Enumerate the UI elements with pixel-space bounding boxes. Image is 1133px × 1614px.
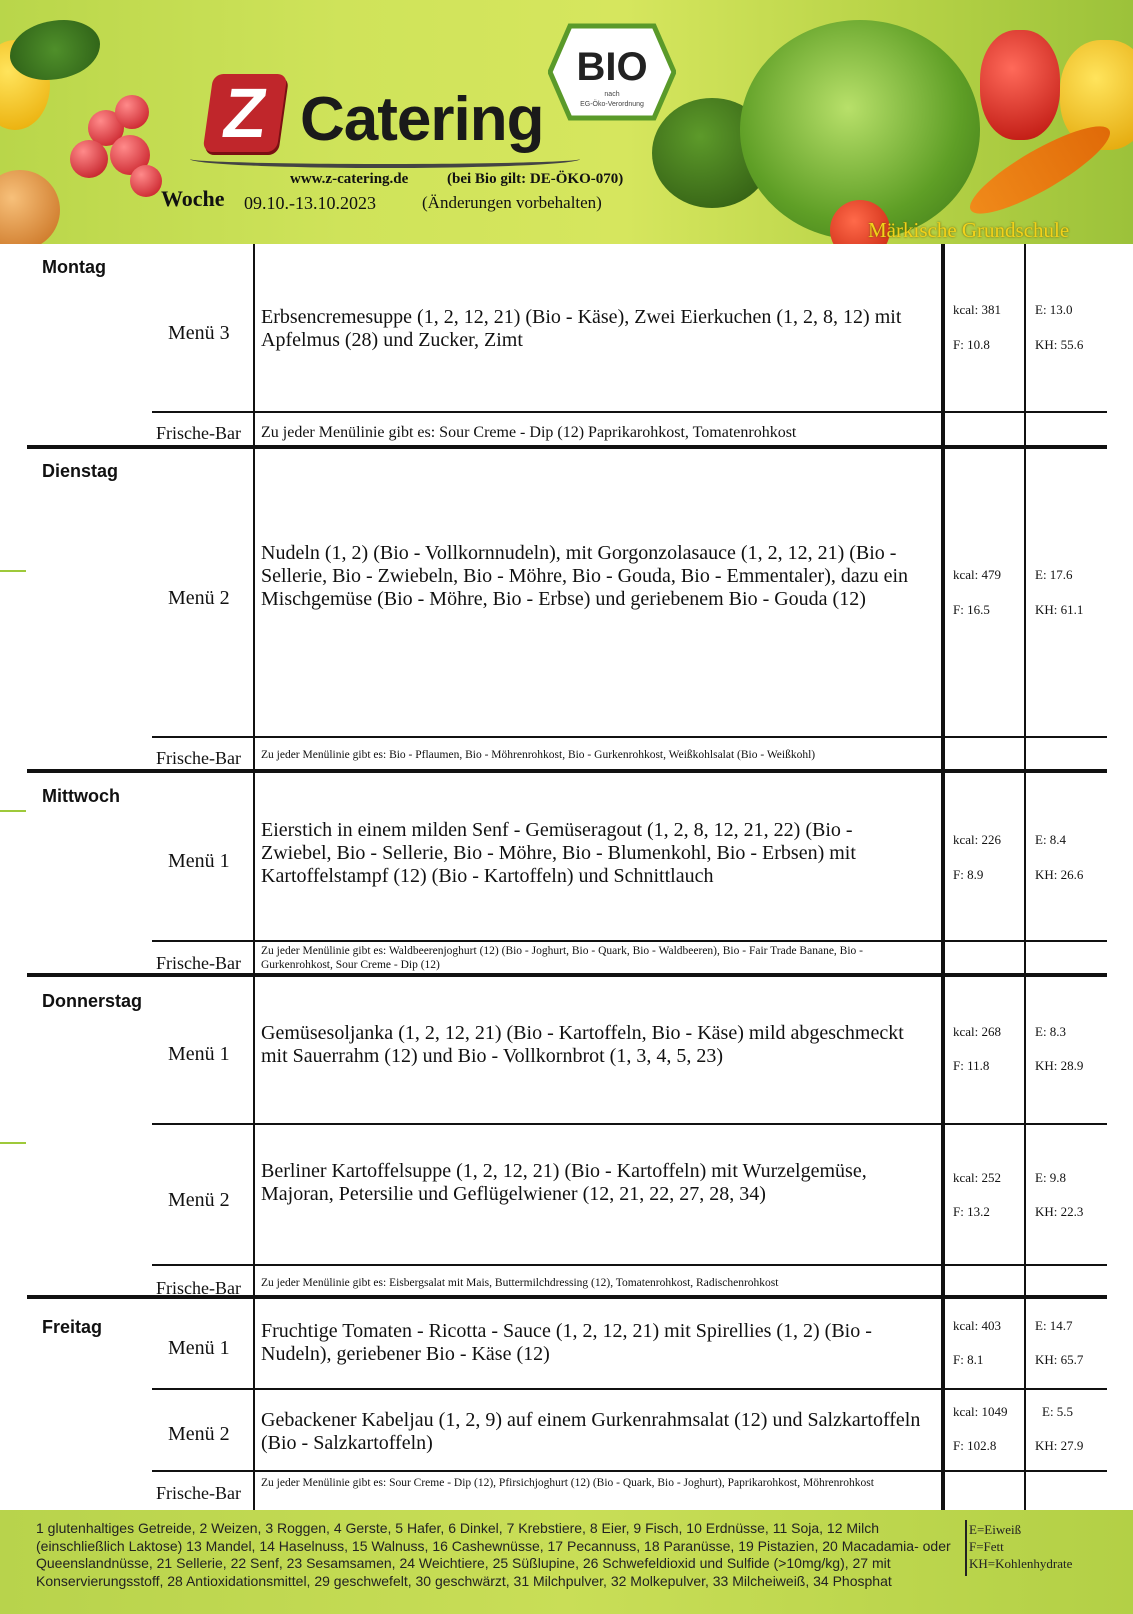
- school-name: Märkische Grundschule: [868, 218, 1070, 242]
- fat-value: F: 8.1: [953, 1352, 984, 1367]
- fat-value: F: 8.9: [953, 867, 984, 882]
- kcal-value: kcal: 1049: [953, 1404, 1008, 1419]
- svg-text:nach: nach: [604, 91, 620, 98]
- margin-tick: [0, 1142, 26, 1144]
- margin-tick: [0, 810, 26, 812]
- footer-divider: [965, 1520, 967, 1576]
- row-separator: [152, 1470, 1107, 1472]
- frische-bar-items: Zu jeder Menülinie gibt es: Eisbergsalat mit Mais, Buttermilchdressing (12), Tomatenrohkost, Radischenrohkost: [261, 1277, 779, 1289]
- svg-text:BIO: BIO: [576, 45, 648, 89]
- table-divider-nutrition: [941, 244, 945, 1510]
- day-separator: [27, 973, 1107, 977]
- frische-bar-label: Frische-Bar: [156, 748, 241, 768]
- changes-note: (Änderungen vorbehalten): [422, 193, 602, 212]
- radish-image: [70, 140, 108, 178]
- row-separator: [152, 940, 1107, 942]
- carb-value: KH: 22.3: [1035, 1204, 1084, 1219]
- carb-value: KH: 55.6: [1035, 337, 1084, 352]
- frische-bar-label: Frische-Bar: [156, 1483, 241, 1503]
- onion-image: [0, 170, 60, 244]
- row-separator: [152, 736, 1107, 738]
- dish-description: Gemüsesoljanka (1, 2, 12, 21) (Bio - Kartoffeln, Bio - Käse) mild abgeschmeckt mit Sauerrahm (12) und Bio - Vollkornbrot (1, 3, 4, 5, 23): [261, 1022, 904, 1067]
- menu-label: Menü 1: [168, 1337, 230, 1359]
- z-logo-icon: Z: [203, 74, 288, 152]
- day-label: Mittwoch: [42, 786, 120, 806]
- kcal-value: kcal: 403: [953, 1318, 1002, 1333]
- leaf-left-image: [10, 20, 100, 80]
- abbr-protein: E=Eiweiß: [969, 1522, 1022, 1537]
- frische-bar-items: Zu jeder Menülinie gibt es: Waldbeerenjoghurt (12) (Bio - Joghurt, Bio - Quark, Bio - Waldbeeren), Bio - Fair Trade Banane, Bio - Gurkenrohkost, Sour Creme - Dip (12): [261, 945, 863, 971]
- protein-value: E: 8.4: [1035, 832, 1067, 847]
- row-separator: [152, 1123, 1107, 1125]
- frische-bar-items: Zu jeder Menülinie gibt es: Sour Creme - Dip (12), Pfirsichjoghurt (12) (Bio - Quark, Bio - Joghurt), Paprikarohkost, Möhrenrohkost: [261, 1477, 874, 1489]
- protein-value: E: 9.8: [1035, 1170, 1067, 1185]
- frische-bar-label: Frische-Bar: [156, 953, 241, 973]
- day-label: Montag: [42, 257, 106, 277]
- carb-value: KH: 26.6: [1035, 867, 1084, 882]
- fat-value: F: 11.8: [953, 1058, 990, 1073]
- protein-value: E: 17.6: [1035, 567, 1073, 582]
- menu-label: Menü 2: [168, 587, 230, 609]
- week-dates: 09.10.-13.10.2023: [244, 193, 376, 213]
- dish-description: Gebackener Kabeljau (1, 2, 9) auf einem Gurkenrahmsalat (12) und Salzkartoffeln (Bio - Salzkartoffeln): [261, 1409, 921, 1454]
- dish-description: Fruchtige Tomaten - Ricotta - Sauce (1, 2, 12, 21) mit Spirellies (1, 2) (Bio - Nudeln), geriebener Bio - Käse (12): [261, 1320, 872, 1365]
- allergen-legend: 1 glutenhaltiges Getreide, 2 Weizen, 3 Roggen, 4 Gerste, 5 Hafer, 6 Dinkel, 7 Krebstiere, 8 Eier, 9 Fisch, 10 Erdnüsse, 11 Soja, 12 Milch (einschließlich Laktose) 13 Mandel, 14 Haselnuss, 15 Walnuss, 16 Cashewnüsse, 17 Pecannuss, 18 Paranüsse, 19 Pistazien, 20 Macadamia- oder Queenslandnüsse, 21 Sellerie, 22 Senf, 23 Sesamsamen, 24 Weichtiere, 25 Süßlupine, 26 Schwefeldioxid und Sulfide (>10mg/kg), 27 mit Konservierungsstoff, 28 Antioxidationsmittel, 29 geschwefelt, 30 geschwärzt, 31 Milchpulver, 32 Molkepulver, 33 Milcheiweiß, 34 Phosphat: [36, 1520, 951, 1589]
- carb-value: KH: 27.9: [1035, 1438, 1084, 1453]
- protein-value: E: 8.3: [1035, 1024, 1067, 1039]
- dish-description: Berliner Kartoffelsuppe (1, 2, 12, 21) (Bio - Kartoffeln) mit Wurzelgemüse, Majoran, Petersilie und Geflügelwiener (12, 21, 22, 27, 28, 34): [261, 1160, 867, 1205]
- kcal-value: kcal: 268: [953, 1024, 1002, 1039]
- row-separator: [152, 1388, 1107, 1390]
- header-banner: [0, 0, 1133, 244]
- fat-value: F: 16.5: [953, 602, 990, 617]
- row-separator: [152, 1264, 1107, 1266]
- kcal-value: kcal: 252: [953, 1170, 1002, 1185]
- protein-value: E: 13.0: [1035, 302, 1073, 317]
- menu-label: Menü 3: [168, 322, 230, 344]
- carb-value: KH: 61.1: [1035, 602, 1084, 617]
- svg-text:EG-Öko-Verordnung: EG-Öko-Verordnung: [580, 101, 644, 108]
- frische-bar-label: Frische-Bar: [156, 423, 241, 443]
- dish-description: Erbsencremesuppe (1, 2, 12, 21) (Bio - Käse), Zwei Eierkuchen (1, 2, 8, 12) mit Apfelmus (28) und Zucker, Zimt: [261, 306, 902, 351]
- menu-label: Menü 2: [168, 1423, 230, 1445]
- frische-bar-items: Zu jeder Menülinie gibt es: Sour Creme - Dip (12) Paprikarohkost, Tomatenrohkost: [261, 424, 797, 441]
- radish-image: [130, 165, 162, 197]
- radish-image: [115, 95, 149, 129]
- dish-description: Nudeln (1, 2) (Bio - Vollkornnudeln), mit Gorgonzolasauce (1, 2, 12, 21) (Bio - Sellerie, Bio - Zwiebeln, Bio - Möhre, Bio - Gouda, Bio - Emmentaler), dazu ein Mischgemüse (Bio - Möhre, Bio - Erbse) und geriebenem Bio - Gouda (12): [261, 542, 909, 610]
- menu-label: Menü 2: [168, 1189, 230, 1211]
- kcal-value: kcal: 226: [953, 832, 1002, 847]
- protein-value: E: 5.5: [1042, 1404, 1074, 1419]
- day-separator: [27, 445, 1107, 449]
- fat-value: F: 13.2: [953, 1204, 990, 1219]
- menu-label: Menü 1: [168, 1043, 230, 1065]
- day-separator: [27, 769, 1107, 773]
- row-separator: [152, 411, 1107, 413]
- table-divider-nutrition-inner: [1024, 244, 1026, 1510]
- logo-swoosh: [190, 150, 580, 168]
- pepper-red-image: [980, 30, 1060, 140]
- day-label: Dienstag: [42, 461, 119, 481]
- day-label: Freitag: [42, 1317, 103, 1337]
- dish-description: Eierstich in einem milden Senf - Gemüseragout (1, 2, 8, 12, 21, 22) (Bio - Zwiebel, Bio - Sellerie, Bio - Möhre, Bio - Blumenkohl, Bio - Erbsen) mit Kartoffelstampf (12) (Bio - Kartoffeln) und Schnittlauch: [261, 819, 856, 887]
- carb-value: KH: 28.9: [1035, 1058, 1084, 1073]
- week-label: Woche: [161, 186, 225, 211]
- brand-name: Catering: [300, 85, 544, 154]
- abbr-carbs: KH=Kohlenhydrate: [969, 1556, 1073, 1571]
- margin-tick: [0, 570, 26, 572]
- abbr-fat: F=Fett: [969, 1539, 1004, 1554]
- menu-label: Menü 1: [168, 850, 230, 872]
- carb-value: KH: 65.7: [1035, 1352, 1084, 1367]
- kcal-value: kcal: 381: [953, 302, 1002, 317]
- day-label: Donnerstag: [42, 991, 143, 1011]
- bio-seal-icon: [548, 22, 676, 122]
- fat-value: F: 10.8: [953, 337, 990, 352]
- bio-control-note: (bei Bio gilt: DE-ÖKO-070): [447, 171, 624, 187]
- website-link[interactable]: www.z-catering.de: [290, 171, 409, 187]
- fat-value: F: 102.8: [953, 1438, 997, 1453]
- table-divider-left: [253, 244, 255, 1510]
- protein-value: E: 14.7: [1035, 1318, 1073, 1333]
- frische-bar-items: Zu jeder Menülinie gibt es: Bio - Pflaumen, Bio - Möhrenrohkost, Bio - Gurkenrohkost, Weißkohlsalat (Bio - Weißkohl): [261, 749, 816, 761]
- frische-bar-label: Frische-Bar: [156, 1278, 241, 1298]
- kcal-value: kcal: 479: [953, 567, 1002, 582]
